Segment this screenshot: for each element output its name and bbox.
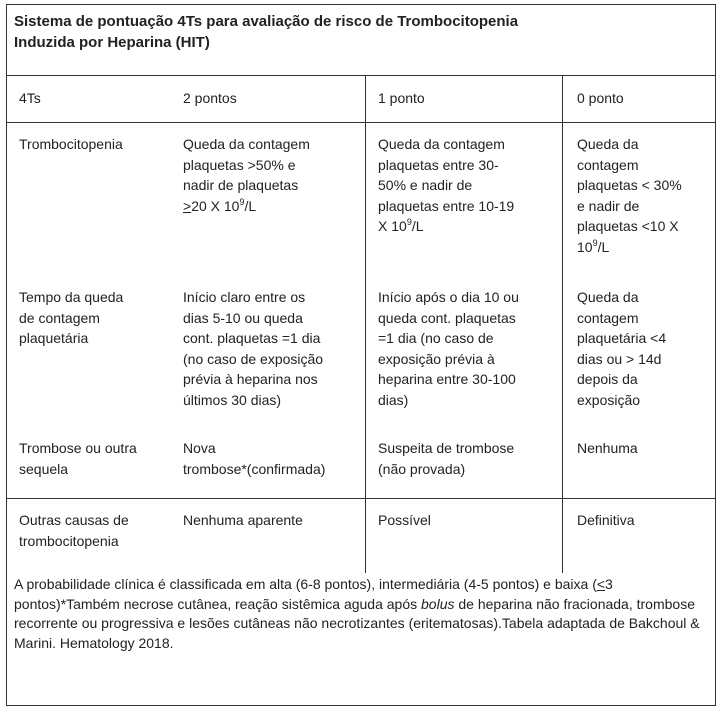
rule-above-last-row: [6, 498, 716, 499]
greater-equal-symbol: >: [183, 197, 192, 214]
row-outras-causas-label: Outras causas de trombocitopenia: [19, 512, 129, 549]
row-outras-causas-0-ponto: Definitiva: [577, 512, 635, 528]
col-divider-2-3: [365, 75, 366, 573]
table-title: [14, 11, 694, 53]
row-trombose-0-ponto: Nenhuma: [577, 440, 638, 456]
row-trombocitopenia-label: Trombocitopenia: [19, 136, 123, 152]
row-tempo-1-ponto: Início após o dia 10 ou queda cont. plaquetas =1 dia (no caso de exposição prévia à heparina entre 30-100 dias): [378, 289, 519, 408]
row-outras-causas-1-ponto: Possível: [378, 512, 431, 528]
footnote: A probabilidade clínica é classificada em alta (6-8 pontos), intermediária (4-5 pontos) e baixa (<3 pontos)*Também necrose cutânea, reação sistêmica aguda após bolus de heparina não fracionada, trombose recorrente ou progressiva e lesões cutâneas não necrotizantes (eritematosas).Tabela adaptada de Bakchoul & Marini. Hematology 2018.: [14, 576, 700, 651]
header-0-ponto: 0 ponto: [577, 90, 624, 106]
header-1-ponto: 1 ponto: [378, 90, 425, 106]
row-trombose-2-pontos: Nova trombose*(confirmada): [183, 440, 326, 477]
row-trombose-1-ponto: Suspeita de trombose (não provada): [378, 440, 515, 477]
row-tempo-2-pontos: Início claro entre os dias 5-10 ou queda cont. plaquetas =1 dia (no caso de exposição prévia à heparina nos últimos 30 dias): [183, 289, 324, 408]
title-line-2: Induzida por Heparina (HIT): [14, 34, 210, 51]
row-tempo-0-ponto: Queda da contagem plaquetária <4 dias ou > 14d depois da exposição: [577, 289, 667, 408]
bolus-italic: bolus: [421, 595, 455, 612]
rule-below-header: [6, 122, 716, 123]
row-trombose-label: Trombose ou outra sequela: [19, 440, 137, 477]
row-trombocitopenia-0-ponto: Queda da contagem plaquetas < 30% e nadir de plaquetas <10 X $10^9/L$: [577, 136, 682, 255]
row-outras-causas-2-pontos: Nenhuma aparente: [183, 512, 303, 528]
title-line-1: Sistema de pontuação 4Ts para avaliação de risco de Trombocitopenia: [14, 13, 519, 30]
row-tempo-label: Tempo da queda de contagem plaquetária: [19, 289, 124, 347]
header-2-pontos: 2 pontos: [183, 90, 237, 106]
row-trombocitopenia-2-pontos: Queda da contagem plaquetas >50% e nadir de plaquetas >20 X $10^9/L$: [183, 136, 310, 214]
row-trombocitopenia-1-ponto: Queda da contagem plaquetas entre 30- 50% e nadir de plaquetas entre 10-19 X $10^9/L$: [378, 136, 515, 235]
col-divider-3-4: [562, 75, 563, 573]
rule-below-title: [6, 75, 716, 76]
less-equal-symbol: <: [596, 576, 606, 592]
header-4ts: 4Ts: [19, 90, 41, 106]
